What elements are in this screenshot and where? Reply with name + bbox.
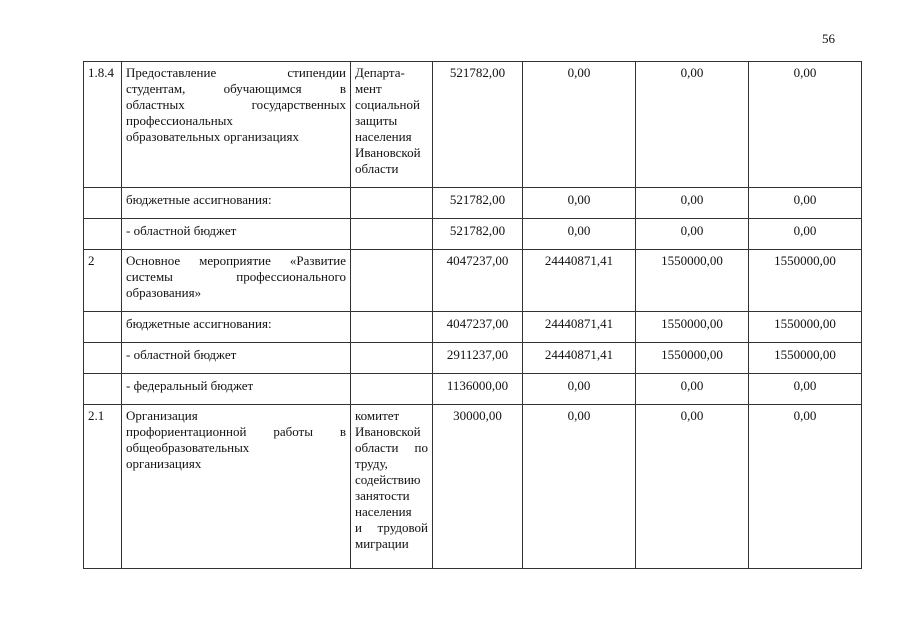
row-code (84, 312, 122, 343)
row-name-line: Организация (126, 408, 198, 423)
row-executor (351, 188, 433, 219)
row-executor-line: Ивановской (355, 424, 421, 439)
row-code (84, 343, 122, 374)
row-value: 0,00 (636, 374, 749, 405)
row-value: 0,00 (749, 188, 862, 219)
table-row (84, 343, 862, 374)
table-row (84, 312, 862, 343)
row-value: 0,00 (523, 405, 636, 569)
row-executor-line: занятости (355, 488, 410, 503)
row-value: 1550000,00 (636, 312, 749, 343)
row-code: 1.8.4 (84, 62, 122, 188)
table-row (84, 188, 862, 219)
row-executor (351, 374, 433, 405)
row-executor-line: населения (355, 504, 412, 519)
row-value: 0,00 (523, 188, 636, 219)
table-row (84, 374, 862, 405)
row-executor-line: защиты (355, 113, 398, 128)
row-name: бюджетные ассигнования: (122, 188, 351, 219)
row-value: 0,00 (523, 374, 636, 405)
row-executor-line: области по (355, 440, 428, 455)
row-value: 0,00 (523, 62, 636, 188)
row-name (122, 62, 351, 188)
table-row (84, 405, 862, 569)
row-value: 24440871,41 (523, 250, 636, 312)
row-executor-line: населения (355, 129, 412, 144)
row-value: 0,00 (636, 188, 749, 219)
row-code: 2 (84, 250, 122, 312)
row-executor (351, 405, 433, 569)
row-value: 1550000,00 (749, 312, 862, 343)
row-name-line: организациях (126, 456, 202, 471)
row-executor-line: труду, (355, 456, 388, 471)
row-value: 0,00 (636, 219, 749, 250)
row-name-line: областных государственных (126, 97, 346, 112)
row-executor (351, 250, 433, 312)
row-value: 0,00 (523, 219, 636, 250)
row-executor-line: содействию (355, 472, 421, 487)
row-value: 521782,00 (433, 219, 523, 250)
row-value: 1550000,00 (749, 343, 862, 374)
row-executor (351, 62, 433, 188)
row-value: 4047237,00 (433, 250, 523, 312)
page-number: 56 (822, 31, 835, 46)
table-row (84, 219, 862, 250)
row-name-line: образования» (126, 285, 202, 300)
row-executor-line: области (355, 161, 399, 176)
row-name: - федеральный бюджет (122, 374, 351, 405)
row-executor-line: и трудовой (355, 520, 428, 535)
budget-table (83, 61, 862, 569)
row-executor-line: Ивановской (355, 145, 421, 160)
table-row (84, 62, 862, 188)
row-executor (351, 343, 433, 374)
row-name-line: профессиональных (126, 113, 233, 128)
row-code (84, 374, 122, 405)
row-value: 1550000,00 (636, 250, 749, 312)
row-name-line: образовательных организациях (126, 129, 299, 144)
row-name-line: профориентационной работы в (126, 424, 346, 439)
row-value: 30000,00 (433, 405, 523, 569)
row-name (122, 405, 351, 569)
row-name-line: Предоставление стипендии (126, 65, 346, 80)
row-value: 2911237,00 (433, 343, 523, 374)
row-value: 0,00 (749, 219, 862, 250)
row-value: 0,00 (749, 62, 862, 188)
row-value: 0,00 (636, 62, 749, 188)
row-value: 4047237,00 (433, 312, 523, 343)
table-row (84, 250, 862, 312)
row-executor-line: миграции (355, 536, 409, 551)
row-value: 0,00 (749, 405, 862, 569)
row-value: 1550000,00 (636, 343, 749, 374)
row-executor-line: мент (355, 81, 382, 96)
row-code: 2.1 (84, 405, 122, 569)
row-value: 0,00 (636, 405, 749, 569)
row-value: 1136000,00 (433, 374, 523, 405)
row-name: бюджетные ассигнования: (122, 312, 351, 343)
row-name-line: студентам, обучающимся в (126, 81, 346, 96)
row-name-line: общеобразовательных (126, 440, 250, 455)
row-name-line: системы профессионального (126, 269, 346, 284)
row-name-line: Основное мероприятие «Развитие (126, 253, 346, 268)
row-value: 0,00 (749, 374, 862, 405)
row-executor-line: Департа- (355, 65, 405, 80)
row-executor-line: комитет (355, 408, 400, 423)
row-value: 521782,00 (433, 188, 523, 219)
row-code (84, 219, 122, 250)
row-executor (351, 219, 433, 250)
row-value: 1550000,00 (749, 250, 862, 312)
row-code (84, 188, 122, 219)
row-name: - областной бюджет (122, 343, 351, 374)
row-value: 24440871,41 (523, 312, 636, 343)
row-value: 521782,00 (433, 62, 523, 188)
row-name (122, 250, 351, 312)
row-executor (351, 312, 433, 343)
row-executor-line: социальной (355, 97, 420, 112)
row-name: - областной бюджет (122, 219, 351, 250)
row-value: 24440871,41 (523, 343, 636, 374)
